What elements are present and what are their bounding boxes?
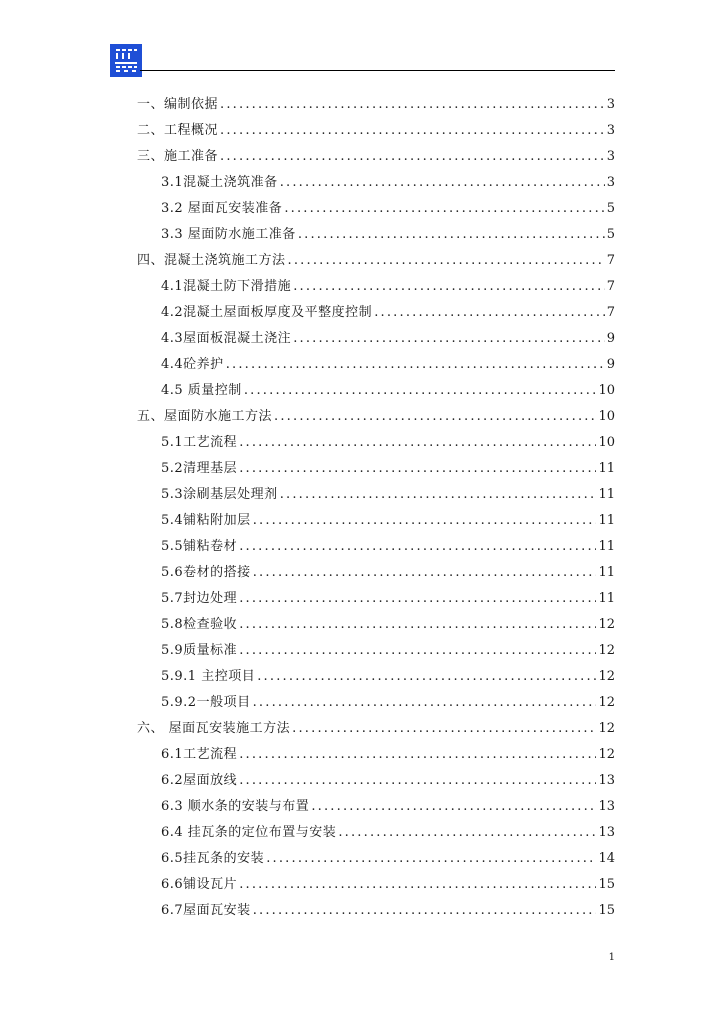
toc-entry[interactable] <box>137 899 615 925</box>
toc-entry-page: 15 <box>598 877 615 892</box>
toc-entry-title: 5.1工艺流程 <box>161 435 238 450</box>
toc-entry[interactable] <box>137 171 615 197</box>
toc-entry-page: 3 <box>606 175 615 190</box>
toc-entry-page: 15 <box>598 903 615 918</box>
toc-leader-dots <box>253 903 597 918</box>
toc-entry[interactable] <box>137 483 615 509</box>
toc-entry[interactable] <box>137 769 615 795</box>
toc-entry-page: 12 <box>598 669 615 684</box>
toc-leader-dots <box>220 123 605 138</box>
toc-entry-title: 6.3 顺水条的安装与布置 <box>161 799 310 814</box>
toc-entry[interactable] <box>137 197 615 223</box>
toc-entry[interactable] <box>137 275 615 301</box>
toc-entry[interactable] <box>137 431 615 457</box>
toc-entry-page: 12 <box>598 695 615 710</box>
toc-entry[interactable] <box>137 665 615 691</box>
toc-leader-dots <box>239 591 596 606</box>
toc-entry-page: 7 <box>606 279 615 294</box>
toc-leader-dots <box>239 643 596 658</box>
toc-leader-dots <box>220 97 605 112</box>
toc-leader-dots <box>280 175 605 190</box>
toc-entry-page: 11 <box>598 591 615 606</box>
toc-entry-title: 5.2清理基层 <box>161 461 238 476</box>
toc-entry-title: 4.1混凝土防下滑措施 <box>161 279 292 294</box>
toc-entry[interactable] <box>137 93 615 119</box>
toc-entry-page: 13 <box>598 825 615 840</box>
toc-entry-title: 6.6铺设瓦片 <box>161 877 238 892</box>
toc-leader-dots <box>239 435 596 450</box>
toc-entry[interactable] <box>137 587 615 613</box>
toc-leader-dots <box>253 513 597 528</box>
toc-leader-dots <box>239 617 596 632</box>
toc-entry-page: 12 <box>598 617 615 632</box>
page-number: 1 <box>608 952 615 963</box>
toc-entry-title: 5.9.1 主控项目 <box>161 669 256 684</box>
toc-entry-title: 3.2 屋面瓦安装准备 <box>161 201 283 216</box>
toc-entry-title: 4.5 质量控制 <box>161 383 242 398</box>
toc-entry[interactable] <box>137 509 615 535</box>
toc-entry[interactable] <box>137 249 615 275</box>
toc-entry-page: 9 <box>606 331 615 346</box>
toc-entry-title: 6.7屋面瓦安装 <box>161 903 251 918</box>
toc-entry-title: 5.6卷材的搭接 <box>161 565 251 580</box>
toc-entry-title: 六、 屋面瓦安装施工方法 <box>137 721 291 736</box>
toc-leader-dots <box>239 461 596 476</box>
toc-entry-page: 12 <box>598 643 615 658</box>
toc-entry[interactable] <box>137 353 615 379</box>
toc-entry-title: 3.1混凝土浇筑准备 <box>161 175 278 190</box>
toc-entry-page: 13 <box>598 799 615 814</box>
toc-entry-title: 4.4砼养护 <box>161 357 224 372</box>
toc-leader-dots <box>293 331 605 346</box>
toc-leader-dots <box>292 721 596 736</box>
toc-leader-dots <box>239 773 596 788</box>
table-of-contents <box>137 93 615 925</box>
toc-entry[interactable] <box>137 535 615 561</box>
toc-leader-dots <box>239 747 596 762</box>
toc-entry-page: 3 <box>606 123 615 138</box>
toc-entry-page: 12 <box>598 747 615 762</box>
toc-entry[interactable] <box>137 223 615 249</box>
toc-entry[interactable] <box>137 301 615 327</box>
toc-entry-page: 7 <box>606 305 615 320</box>
toc-entry-page: 5 <box>606 227 615 242</box>
toc-leader-dots <box>244 383 597 398</box>
toc-leader-dots <box>239 539 596 554</box>
toc-entry[interactable] <box>137 821 615 847</box>
toc-entry[interactable] <box>137 873 615 899</box>
toc-entry-title: 4.3屋面板混凝土浇注 <box>161 331 292 346</box>
toc-entry[interactable] <box>137 743 615 769</box>
toc-entry[interactable] <box>137 405 615 431</box>
toc-leader-dots <box>374 305 605 320</box>
toc-leader-dots <box>274 409 596 424</box>
toc-entry-page: 14 <box>598 851 615 866</box>
toc-entry-page: 11 <box>598 565 615 580</box>
toc-leader-dots <box>293 279 605 294</box>
toc-leader-dots <box>298 227 605 242</box>
toc-entry-title: 6.2屋面放线 <box>161 773 238 788</box>
toc-entry[interactable] <box>137 795 615 821</box>
toc-entry[interactable] <box>137 847 615 873</box>
toc-entry-title: 6.4 挂瓦条的定位布置与安装 <box>161 825 337 840</box>
toc-entry-title: 5.9质量标准 <box>161 643 238 658</box>
toc-entry-title: 五、屋面防水施工方法 <box>137 409 273 424</box>
toc-entry-page: 7 <box>606 253 615 268</box>
toc-entry-title: 3.3 屋面防水施工准备 <box>161 227 296 242</box>
toc-entry-title: 6.1工艺流程 <box>161 747 238 762</box>
toc-entry[interactable] <box>137 691 615 717</box>
toc-entry[interactable] <box>137 379 615 405</box>
toc-entry-title: 6.5挂瓦条的安装 <box>161 851 265 866</box>
toc-entry[interactable] <box>137 119 615 145</box>
toc-entry[interactable] <box>137 639 615 665</box>
toc-entry-page: 3 <box>606 149 615 164</box>
toc-leader-dots <box>239 877 596 892</box>
header-rule <box>140 70 615 71</box>
toc-leader-dots <box>257 669 596 684</box>
toc-entry-page: 12 <box>598 721 615 736</box>
toc-entry-title: 5.7封边处理 <box>161 591 238 606</box>
toc-entry-title: 5.8检查验收 <box>161 617 238 632</box>
toc-entry[interactable] <box>137 145 615 171</box>
toc-entry[interactable] <box>137 717 615 743</box>
toc-entry-page: 11 <box>598 461 615 476</box>
toc-entry-page: 13 <box>598 773 615 788</box>
toc-entry[interactable] <box>137 327 615 353</box>
toc-leader-dots <box>220 149 605 164</box>
toc-entry-page: 11 <box>598 539 615 554</box>
toc-entry-title: 三、施工准备 <box>137 149 219 164</box>
toc-leader-dots <box>226 357 605 372</box>
toc-entry-title: 5.9.2一般项目 <box>161 695 251 710</box>
company-logo <box>110 44 142 77</box>
toc-entry-page: 10 <box>598 409 615 424</box>
toc-entry-title: 一、编制依据 <box>137 97 219 112</box>
toc-entry[interactable] <box>137 457 615 483</box>
toc-leader-dots <box>266 851 596 866</box>
toc-entry-title: 四、混凝土浇筑施工方法 <box>137 253 286 268</box>
toc-leader-dots <box>311 799 596 814</box>
toc-leader-dots <box>284 201 604 216</box>
toc-entry-page: 11 <box>598 487 615 502</box>
toc-leader-dots <box>253 695 597 710</box>
toc-entry-page: 10 <box>598 435 615 450</box>
toc-leader-dots <box>280 487 597 502</box>
toc-entry-page: 5 <box>606 201 615 216</box>
toc-entry-page: 10 <box>598 383 615 398</box>
toc-leader-dots <box>253 565 597 580</box>
toc-entry-page: 11 <box>598 513 615 528</box>
toc-entry-title: 4.2混凝土屋面板厚度及平整度控制 <box>161 305 373 320</box>
toc-leader-dots <box>338 825 596 840</box>
toc-entry-title: 5.5铺粘卷材 <box>161 539 238 554</box>
toc-entry-page: 9 <box>606 357 615 372</box>
toc-entry-title: 二、工程概况 <box>137 123 219 138</box>
toc-entry[interactable] <box>137 561 615 587</box>
toc-entry-title: 5.3涂刷基层处理剂 <box>161 487 278 502</box>
toc-entry-title: 5.4铺粘附加层 <box>161 513 251 528</box>
toc-entry[interactable] <box>137 613 615 639</box>
toc-leader-dots <box>288 253 605 268</box>
toc-entry-page: 3 <box>606 97 615 112</box>
